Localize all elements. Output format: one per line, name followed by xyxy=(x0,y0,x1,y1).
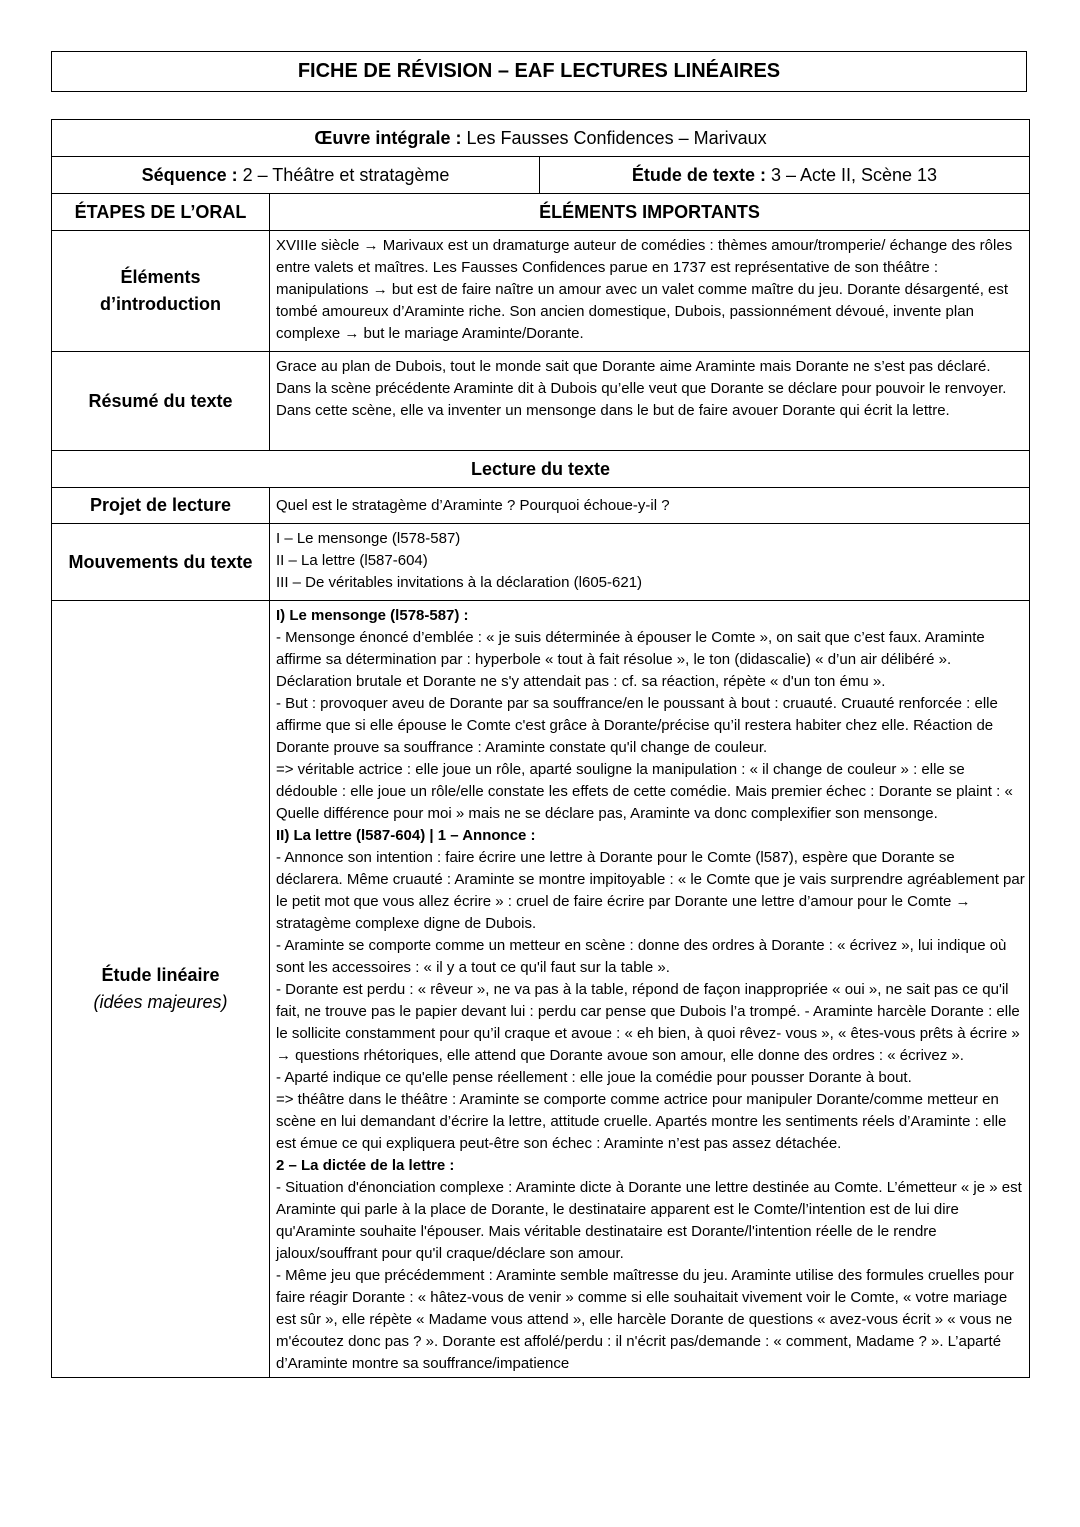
etude-paragraph: - Situation d'énonciation complexe : Araminte dicte à Dorante une lettre destinée au Comte. L’émetteur « je » est Araminte qui parle à la place de Dorante, le destinataire apparent est le Comte/l’intention est de lui dire qu'Araminte souhaite l'épouser. Mais véritable destinataire est Dorante/l'intention réelle de le rendre jaloux/souffrant pour qu'il craque/déclare son amour. xyxy=(276,1179,1022,1262)
introduction-row xyxy=(52,231,1030,352)
lecture-header: Lecture du texte xyxy=(52,451,1030,488)
resume-row xyxy=(52,352,1030,451)
mouvements-row xyxy=(52,524,1030,601)
oeuvre-row xyxy=(52,120,1030,157)
etude-label xyxy=(52,601,270,1378)
projet-text: Quel est le stratagème d’Araminte ? Pourquoi échoue-y-il ? xyxy=(270,488,1030,524)
introduction-label-line2: d’introduction xyxy=(100,294,221,314)
etude-paragraph: => véritable actrice : elle joue un rôle, aparté souligne la manipulation : « il change de couleur » : elle se dédouble : elle joue un rôle/elle constate les effets de cette comédie. Mais premier échec : Dorante se plaint : « Quelle différence pour moi » mais ne se déclare pas, Araminte va donc complexifier son mensonge. xyxy=(276,761,1013,822)
etude-row xyxy=(52,601,1030,1378)
col-header-etapes: ÉTAPES DE L’ORAL xyxy=(52,194,270,231)
oeuvre-cell xyxy=(52,120,1030,157)
etude-heading-3: 2 – La dictée de la lettre : xyxy=(276,1157,455,1174)
sequence-value: 2 – Théâtre et stratagème xyxy=(237,164,450,185)
resume-paragraph-1: Grace au plan de Dubois, tout le monde sait que Dorante aime Araminte mais Dorante ne s’est pas déclaré. Dans la scène précédente Araminte dit à Dubois qu’elle veut que Dorante se déclare pour pouvoir le renvoyer. xyxy=(276,358,1007,397)
etude-paragraph: - Même jeu que précédemment : Araminte semble maîtresse du jeu. Araminte utilise des formules cruelles pour faire réagir Dorante : « hâtez-vous de venir » comme si elle souhaitait vivement voir le Comte, « votre mariage est sûr », elle répète « Madame vous attend », elle harcèle Dorante de questions « avez-vous écrit » « vous ne m'écoutez donc pas ? ». Dorante est affolé/perdu : il n'écrit pas/demande : « comment, Madame ? ». L’aparté d’Araminte montre sa souffrance/impatience xyxy=(276,1267,1014,1372)
mouvements-label: Mouvements du texte xyxy=(52,524,270,601)
mouvements-list xyxy=(270,524,1030,601)
oeuvre-value: Les Fausses Confidences – Marivaux xyxy=(461,127,767,148)
etude-paragraph: - Aparté indique ce qu'elle pense réellement : elle joue la comédie pour pousser Dorante à bout. xyxy=(276,1069,912,1086)
etude-label-line2: (idées majeures) xyxy=(93,992,228,1012)
mouvement-item: I – Le mensonge (l578-587) xyxy=(276,530,461,547)
page-title: FICHE DE RÉVISION – EAF LECTURES LINÉAIRES xyxy=(51,51,1027,92)
etude-texte-cell xyxy=(540,157,1030,194)
lecture-header-row xyxy=(52,451,1030,488)
etude-paragraph: - Annonce son intention : faire écrire une lettre à Dorante pour le Comte (l587), espère que Dorante se déclarera. Même cruauté : Araminte se montre impitoyable : « le Comte que je vais surprendre agréablement par le petit mot que vous allez écrire » : cruel de faire écrire par Dorante une lettre d’amour pour le Comte → stratagème complexe digne de Dubois. xyxy=(276,849,1025,932)
etude-texte-label: Étude de texte : xyxy=(631,164,766,185)
mouvement-item: II – La lettre (l587-604) xyxy=(276,552,428,569)
revision-table xyxy=(51,119,1030,1378)
projet-label: Projet de lecture xyxy=(52,488,270,524)
introduction-label xyxy=(52,231,270,352)
etude-paragraph: => théâtre dans le théâtre : Araminte se comporte comme actrice pour manipuler Dorante/comme metteur en scène en lui demandant d’écrire la lettre, attitude cruelle. Apartés montre les sentiments réels d’Araminte : elle est émue ce qui expliquera peut-être son échec : Araminte n’est pas assez détachée. xyxy=(276,1091,1007,1152)
mouvement-item: III – De véritables invitations à la déclaration (l605-621) xyxy=(276,574,643,591)
col-header-elements: ÉLÉMENTS IMPORTANTS xyxy=(270,194,1030,231)
resume-label: Résumé du texte xyxy=(52,352,270,451)
projet-row xyxy=(52,488,1030,524)
etude-heading-1: I) Le mensonge (l578-587) : xyxy=(276,607,469,624)
etude-heading-2: II) La lettre (l587-604) | 1 – Annonce : xyxy=(276,827,536,844)
resume-paragraph-2: Dans cette scène, elle va inventer un mensonge dans le but de faire avouer Dorante qui écrit la lettre. xyxy=(276,402,950,419)
column-header-row xyxy=(52,194,1030,231)
etude-paragraph: - Araminte se comporte comme un metteur en scène : donne des ordres à Dorante : « écrivez », lui indique où sont les accessoires : « il y a tout ce qu'il faut sur la table ». xyxy=(276,937,1007,976)
sequence-cell xyxy=(52,157,540,194)
introduction-paragraph: XVIIIe siècle → Marivaux est un dramaturge auteur de comédies : thèmes amour/tromperie/ échange des rôles entre valets et maîtres. Les Fausses Confidences parue en 1737 est représentative de son théâtre : manipulations → but est de faire naître un amour avec un valet comme maître du jeu. Dorante désargenté, est tombé amoureux d’Araminte riche. Son ancien domestique, Dubois, passionnément dévoué, invente plan complexe → but le mariage Araminte/Dorante. xyxy=(276,237,1013,342)
etude-label-line1: Étude linéaire xyxy=(101,965,220,985)
etude-text xyxy=(270,601,1030,1378)
sequence-label: Séquence : xyxy=(141,164,238,185)
etude-paragraph: - Dorante est perdu : « rêveur », ne va pas à la table, répond de façon inappropriée « oui », ne sait pas ce qu'il fait, ne trouve pas le papier devant lui : perdu car pense que Dubois l’a trompé. - Araminte harcèle Dorante : elle le sollicite constamment pour qu’il craque et avoue : « eh bien, à quoi rêvez- vous », « êtes-vous prêts à écrire » → questions rhétoriques, elle attend que Dorante avoue son amour, elle donne des ordres : « écrivez ». xyxy=(276,981,1020,1064)
introduction-text xyxy=(270,231,1030,352)
etude-paragraph: - But : provoquer aveu de Dorante par sa souffrance/en le poussant à bout : cruauté. Cruauté renforcée : elle affirme que si elle épouse le Comte c'est grâce à Dorante/précise qu’il restera habiter chez elle. Réaction de Dorante prouve sa souffrance : Araminte constate qu'il change de couleur. xyxy=(276,695,998,756)
introduction-label-line1: Éléments xyxy=(120,267,201,287)
resume-text xyxy=(270,352,1030,451)
etude-paragraph: - Mensonge énoncé d’emblée : « je suis déterminée à épouser le Comte », on sait que c’est faux. Araminte affirme sa détermination par : hyperbole « tout à fait résolue », le ton (didascalie) « d’un air délibéré ». Déclaration brutale et Dorante ne s'y attendait pas : cf. sa réaction, répète « d'un ton ému ». xyxy=(276,629,985,690)
etude-texte-value: 3 – Acte II, Scène 13 xyxy=(765,164,938,185)
oeuvre-label: Œuvre intégrale : xyxy=(314,127,462,148)
sequence-row xyxy=(52,157,1030,194)
